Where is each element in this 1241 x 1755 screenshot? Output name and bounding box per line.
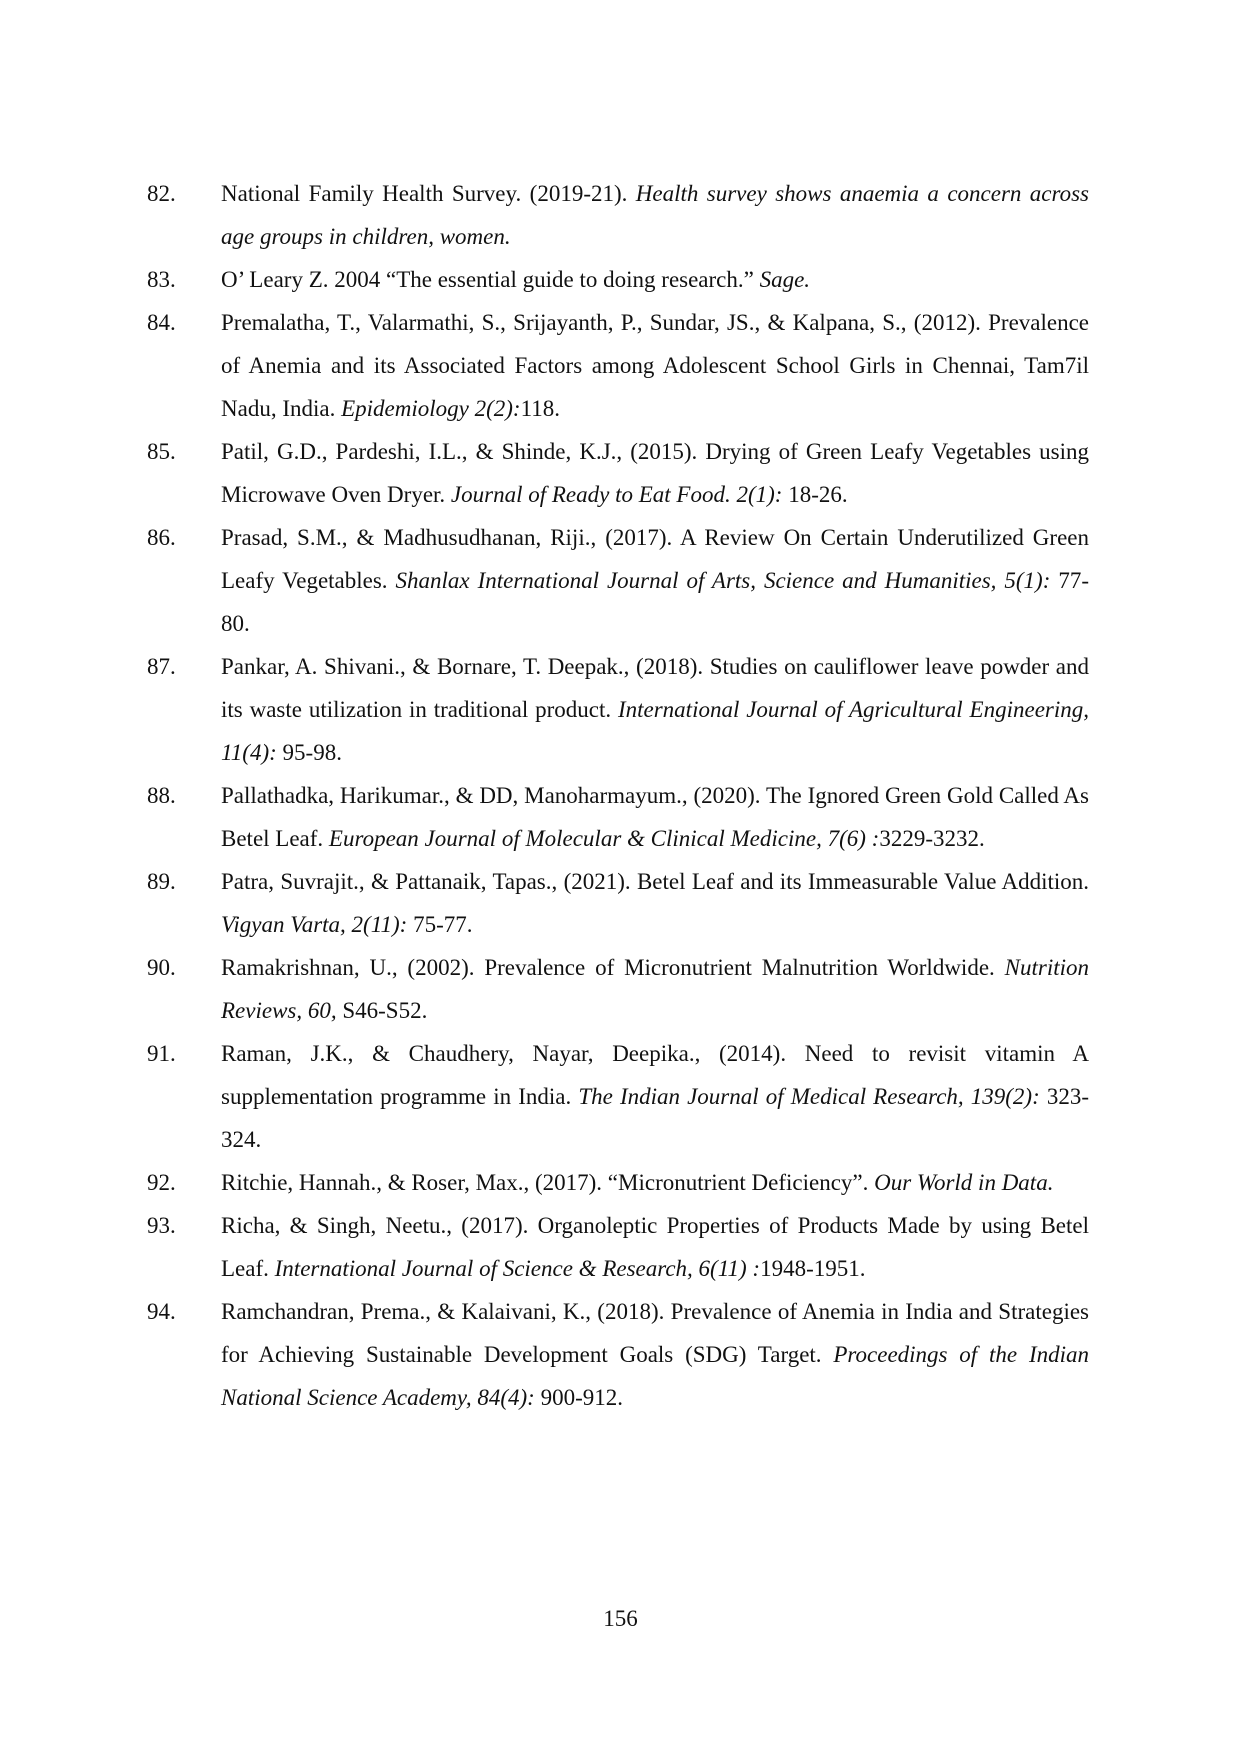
reference-text-segment: National Family Health Survey. (2019-21).	[221, 181, 636, 206]
reference-source-italic: Proceedings of the Indian National Science Academy, 84(4):	[221, 1342, 1089, 1410]
reference-number: 89.	[147, 869, 176, 894]
reference-entry	[147, 860, 1089, 946]
reference-source-italic: Vigyan Varta, 2(11):	[221, 912, 408, 937]
reference-entry	[147, 430, 1089, 516]
reference-text	[221, 258, 1089, 301]
reference-entry	[147, 1204, 1089, 1290]
reference-entry	[147, 645, 1089, 774]
reference-text-segment: Patil, G.D., Pardeshi, I.L., & Shinde, K.J., (2015). Drying of Green Leafy Vegetables using Microwave Oven Dryer.	[221, 439, 1089, 507]
reference-text-segment: 323-324.	[221, 1084, 1089, 1152]
reference-text-segment: Raman, J.K., & Chaudhery, Nayar, Deepika., (2014). Need to revisit vitamin A supplementation programme in India.	[221, 1041, 1089, 1109]
reference-source-italic: International Journal of Agricultural Engineering, 11(4):	[221, 697, 1089, 765]
reference-number: 82.	[147, 181, 176, 206]
reference-text	[221, 1032, 1089, 1161]
reference-entry	[147, 1290, 1089, 1419]
reference-text-segment: Premalatha, T., Valarmathi, S., Srijayanth, P., Sundar, JS., & Kalpana, S., (2012). Prevalence of Anemia and its Associated Factors among Adolescent School Girls in Chennai, Tam7il Nadu, India.	[221, 310, 1089, 421]
reference-number: 92.	[147, 1170, 176, 1195]
reference-entry	[147, 774, 1089, 860]
reference-number: 91.	[147, 1041, 176, 1066]
reference-text	[221, 645, 1089, 774]
reference-source-italic: Our World in Data.	[874, 1170, 1054, 1195]
reference-entry	[147, 946, 1089, 1032]
reference-text-segment: 18-26.	[782, 482, 848, 507]
reference-entry	[147, 516, 1089, 645]
reference-text-segment: Pankar, A. Shivani., & Bornare, T. Deepak., (2018). Studies on cauliflower leave powder and its waste utilization in traditional product.	[221, 654, 1089, 722]
reference-source-italic: Sage.	[759, 267, 811, 292]
reference-entry	[147, 1032, 1089, 1161]
reference-text	[221, 774, 1089, 860]
reference-text	[221, 516, 1089, 645]
reference-source-italic: Epidemiology 2(2):	[341, 396, 521, 421]
reference-number: 88.	[147, 783, 176, 808]
reference-source-italic: Health survey shows anaemia a concern across age groups in children, women.	[221, 181, 1089, 249]
reference-number: 83.	[147, 267, 176, 292]
reference-number: 94.	[147, 1299, 176, 1324]
reference-text-segment: 75-77.	[407, 912, 473, 937]
reference-text	[221, 172, 1089, 258]
reference-entry	[147, 258, 1089, 301]
reference-source-italic: Shanlax International Journal of Arts, Science and Humanities, 5(1):	[395, 568, 1051, 593]
reference-text-segment: Prasad, S.M., & Madhusudhanan, Riji., (2017). A Review On Certain Underutilized Green Leafy Vegetables.	[221, 525, 1089, 593]
reference-text	[221, 860, 1089, 946]
reference-number: 84.	[147, 310, 176, 335]
reference-text-segment: 77-80.	[221, 568, 1090, 636]
reference-text-segment: 1948-1951.	[760, 1256, 866, 1281]
reference-entry	[147, 172, 1089, 258]
reference-text-segment: 3229-3232.	[879, 826, 985, 851]
reference-number: 87.	[147, 654, 176, 679]
reference-text-segment: Patra, Suvrajit., & Pattanaik, Tapas., (2021). Betel Leaf and its Immeasurable Value Addition.	[221, 869, 1089, 894]
reference-text	[221, 430, 1089, 516]
reference-number: 90.	[147, 955, 176, 980]
reference-source-italic: Journal of Ready to Eat Food. 2(1):	[450, 482, 783, 507]
reference-source-italic: The Indian Journal of Medical Research, 139(2):	[578, 1084, 1040, 1109]
reference-text-segment: 118.	[520, 396, 560, 421]
reference-number: 86.	[147, 525, 176, 550]
reference-text	[221, 1290, 1089, 1419]
reference-text-segment: Richa, & Singh, Neetu., (2017). Organoleptic Properties of Products Made by using Betel Leaf.	[221, 1213, 1089, 1281]
reference-number: 85.	[147, 439, 176, 464]
reference-text	[221, 1161, 1089, 1204]
reference-source-italic: Nutrition Reviews, 60,	[221, 955, 1089, 1023]
reference-text-segment: 900-912.	[534, 1385, 623, 1410]
reference-text-segment: Ramchandran, Prema., & Kalaivani, K., (2018). Prevalence of Anemia in India and Strategies for Achieving Sustainable Development Goals (SDG) Target.	[221, 1299, 1089, 1367]
reference-entry	[147, 301, 1089, 430]
reference-number: 93.	[147, 1213, 176, 1238]
reference-text	[221, 1204, 1089, 1290]
reference-text-segment: Ritchie, Hannah., & Roser, Max., (2017). “Micronutrient Deficiency”.	[221, 1170, 875, 1195]
reference-text-segment: O’ Leary Z. 2004 “The essential guide to doing research.”	[221, 267, 760, 292]
reference-text	[221, 946, 1089, 1032]
reference-text-segment: Pallathadka, Harikumar., & DD, Manoharmayum., (2020). The Ignored Green Gold Called As Betel Leaf.	[221, 783, 1089, 851]
reference-list	[147, 172, 1089, 1419]
reference-text-segment: 95-98.	[276, 740, 342, 765]
reference-text	[221, 301, 1089, 430]
page-number: 156	[603, 1606, 638, 1631]
reference-source-italic: International Journal of Science & Research, 6(11) :	[274, 1256, 761, 1281]
reference-source-italic: European Journal of Molecular & Clinical Medicine, 7(6) :	[328, 826, 880, 851]
reference-text-segment: Ramakrishnan, U., (2002). Prevalence of Micronutrient Malnutrition Worldwide.	[221, 955, 1005, 980]
reference-entry	[147, 1161, 1089, 1204]
reference-text-segment: S46-S52.	[336, 998, 428, 1023]
